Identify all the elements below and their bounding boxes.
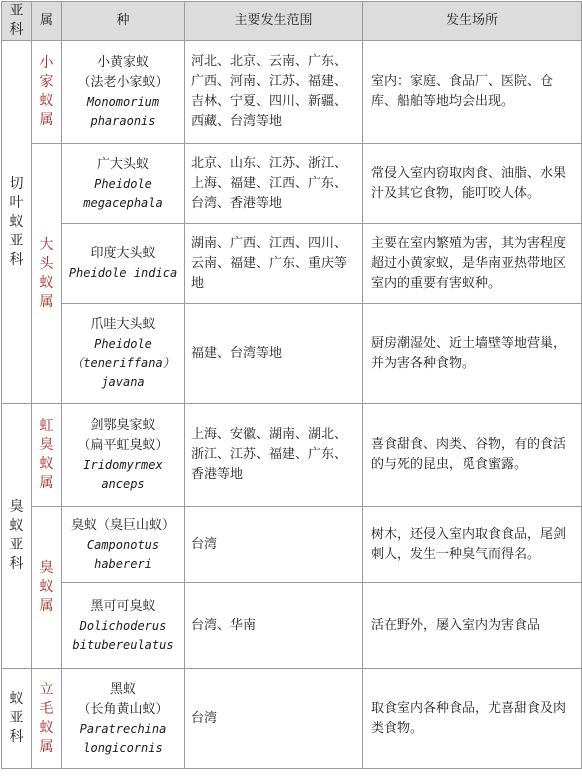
species-cell [62, 224, 185, 304]
range-cell: 上海、安徽、湖南、湖北、浙江、江苏、福建、广东、香港等地 [185, 404, 363, 507]
range-cell: 福建、台湾等地 [185, 304, 363, 404]
table-row [2, 404, 582, 507]
header-range: 主要发生范围 [185, 2, 363, 41]
site-cell: 常侵入室内窃取肉食、油脂、水果汁及其它食物，能叮咬人体。 [363, 144, 582, 224]
species-latin: megacephala [83, 195, 163, 210]
species-cell [62, 669, 185, 769]
subfamily-cell: 蚁亚科 [2, 669, 32, 769]
site-cell: 活在野外，屡入室内为害食品 [363, 583, 582, 669]
species-cn-name: 印度大头蚁 [90, 246, 156, 261]
range-cell: 台湾 [185, 507, 363, 583]
site-cell: 喜食甜食、肉类、谷物，有的食活的与死的昆虫，觅食蜜露。 [363, 404, 582, 507]
species-cn-name: 小黄家蚁 [96, 55, 149, 70]
species-cell [62, 404, 185, 507]
species-latin: （teneriffana） [71, 356, 175, 370]
species-latin: longicornis [83, 740, 163, 755]
species-latin: Pheidole [94, 337, 152, 351]
genus-cell: 立毛蚁属 [32, 669, 62, 769]
range-cell: 北京、山东、江苏、浙江、上海、福建、江西、广东、台湾、香港等地 [185, 144, 363, 224]
genus-cell: 小家蚁属 [32, 41, 62, 144]
species-cn-name: 爪哇大头蚁 [90, 317, 156, 332]
species-cell [62, 304, 185, 404]
species-latin: Iridomyrmex [83, 458, 163, 472]
species-latin: Paratrechina [79, 721, 167, 736]
table-row [2, 144, 582, 224]
table-row [2, 41, 582, 144]
genus-cell: 臭蚁属 [32, 507, 62, 669]
ant-species-table [1, 1, 582, 769]
table-row [2, 507, 582, 583]
species-latin: Dolichoderus [79, 618, 167, 633]
species-cell [62, 583, 185, 669]
header-site: 发生场所 [363, 2, 582, 41]
range-cell: 台湾、华南 [185, 583, 363, 669]
species-latin: Camponotus [86, 537, 160, 552]
header-genus: 属 [32, 2, 62, 41]
genus-cell: 大头蚁属 [32, 144, 62, 404]
species-cn-name: 剑鄂臭家蚁 [90, 418, 156, 433]
species-cell [62, 144, 185, 224]
range-cell: 台湾 [185, 669, 363, 769]
species-cn-alias: （扁平虹臭蚁） [77, 438, 169, 453]
genus-cell: 虹臭蚁属 [32, 404, 62, 507]
species-cell [62, 41, 185, 144]
site-cell: 取食室内各种食品，尤喜甜食及肉类食物。 [363, 669, 582, 769]
site-cell: 厨房潮湿处、近土墙壁等地营巢，并为害各种食物。 [363, 304, 582, 404]
species-cn-alias: （长角黄山蚁） [77, 701, 169, 717]
table-row [2, 224, 582, 304]
species-cn-name: 臭蚁（臭巨山蚁） [70, 517, 175, 533]
header-row [2, 2, 582, 41]
range-cell: 湖南、广西、江西、四川、云南、福建、广东、重庆等地 [185, 224, 363, 304]
species-cell [62, 507, 185, 583]
table-row [2, 669, 582, 769]
header-subfamily: 亚科 [2, 2, 32, 41]
species-latin: habereri [94, 556, 152, 571]
range-cell: 河北、北京、云南、广东、广西、河南、江苏、福建、吉林、宁夏、四川、新疆、西藏、台湾等地 [185, 41, 363, 144]
species-latin: javana [101, 375, 145, 389]
site-cell: 室内：家庭、食品厂、医院、仓库、船舶等地均会出现。 [363, 41, 582, 144]
species-cn-name: 黑可可臭蚁 [90, 598, 156, 614]
species-latin: pharaonis [90, 114, 156, 128]
species-latin: Pheidole [94, 176, 152, 191]
table-row [2, 304, 582, 404]
subfamily-cell: 切叶蚁亚科 [2, 41, 32, 404]
species-latin: Monomorium [86, 95, 160, 109]
subfamily-cell: 臭蚁亚科 [2, 404, 32, 669]
species-cn-alias: （法老小家蚁） [77, 75, 169, 90]
species-latin: Pheidole indica [68, 266, 178, 280]
species-cn-name: 黑蚁 [109, 681, 136, 697]
site-cell: 主要在室内繁殖为害，其为害程度超过小黄家蚁，是华南亚热带地区室内的重要有害蚁种。 [363, 224, 582, 304]
species-latin: bitubereulatus [72, 637, 174, 652]
table-row [2, 583, 582, 669]
site-cell: 树木，还侵入室内取食食品，尾剑刺人，发生一种臭气而得名。 [363, 507, 582, 583]
header-species: 种 [62, 2, 185, 41]
species-cn-name: 广大头蚁 [96, 156, 149, 172]
species-latin: anceps [101, 477, 145, 491]
